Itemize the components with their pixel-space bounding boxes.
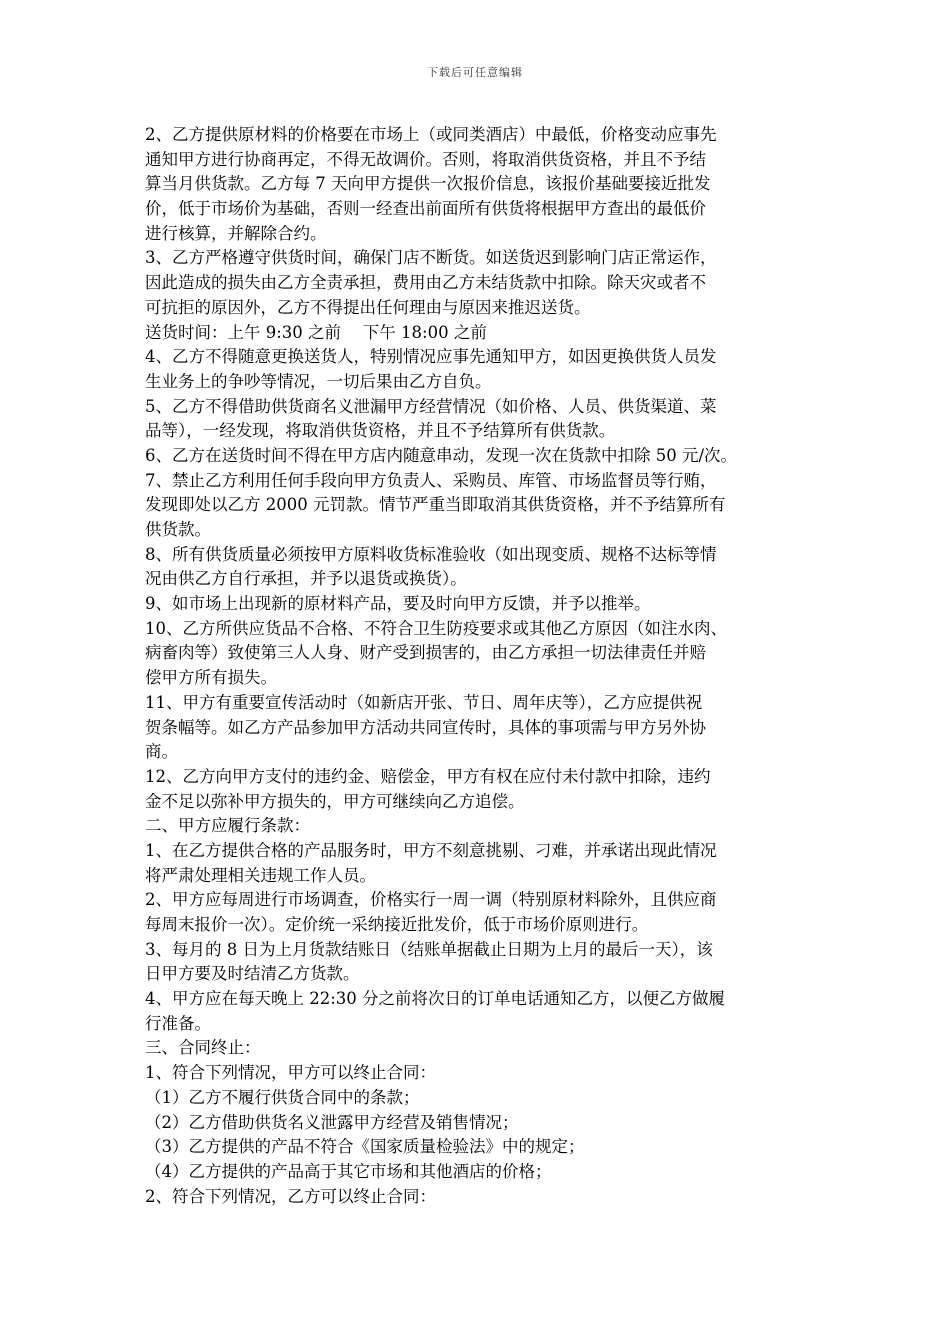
text-line: 4、乙方不得随意更换送货人，特别情况应事先通知甲方，如因更换供货人员发 bbox=[145, 347, 717, 367]
text-line: 生业务上的争吵等情况，一切后果由乙方自负。 bbox=[145, 371, 492, 391]
text-line: 品等），一经发现，将取消供货资格，并且不予结算所有供货款。 bbox=[145, 421, 616, 441]
text-line: 商。 bbox=[145, 742, 178, 762]
text-line: 6、乙方在送货时间不得在甲方店内随意串动，发现一次在货款中扣除 50 元/次。 bbox=[145, 445, 738, 465]
page-header-note: 下载后可任意编辑 bbox=[427, 66, 523, 79]
list-item: （4）乙方提供的产品高于其它市场和其他酒店的价格； bbox=[145, 1161, 552, 1181]
text-line: 4、甲方应在每天晚上 22:30 分之前将次日的订单电话通知乙方，以便乙方做履 bbox=[145, 989, 726, 1009]
text-line: 12、乙方向甲方支付的违约金、赔偿金，甲方有权在应付未付款中扣除，违约 bbox=[145, 766, 711, 786]
list-item: （1）乙方不履行供货合同中的条款； bbox=[145, 1087, 420, 1107]
text-line: 2、甲方应每周进行市场调查，价格实行一周一调（特别原材料除外，且供应商 bbox=[145, 890, 717, 910]
document-body bbox=[145, 123, 810, 1209]
text-line: 每周末报价一次）。定价统一采纳接近批发价，低于市场价原则进行。 bbox=[145, 915, 649, 934]
text-line: 可抗拒的原因外，乙方不得提出任何理由与原因来推迟送货。 bbox=[145, 297, 591, 317]
text-line: 10、乙方所供应货品不合格、不符合卫生防疫要求或其他乙方原因（如注水肉、 bbox=[145, 618, 727, 638]
text-line: 日甲方要及时结清乙方货款。 bbox=[145, 964, 360, 984]
text-line: 2、符合下列情况，乙方可以终止合同： bbox=[145, 1186, 436, 1206]
text-line: 3、每月的 8 日为上月货款结账日（结账单据截止日期为上月的最后一天），该 bbox=[145, 939, 713, 959]
text-line: 发现即处以乙方 2000 元罚款。情节严重当即取消其供货资格，并不予结算所有 bbox=[145, 495, 726, 515]
text-line: 贺条幅等。如乙方产品参加甲方活动共同宣传时，具体的事项需与甲方另外协 bbox=[145, 717, 706, 737]
text-line: 9、如市场上出现新的原材料产品，要及时向甲方反馈，并予以推举。 bbox=[145, 594, 651, 614]
text-line: 5、乙方不得借助供货商名义泄漏甲方经营情况（如价格、人员、供货渠道、菜 bbox=[145, 396, 717, 416]
text-line: 况由供乙方自行承担，并予以退货或换货）。 bbox=[145, 569, 467, 589]
section-heading: 二、甲方应履行条款： bbox=[145, 816, 310, 836]
text-line: 3、乙方严格遵守供货时间，确保门店不断货。如送货迟到影响门店正常运作， bbox=[145, 248, 717, 268]
text-line: 行准备。 bbox=[145, 1013, 211, 1033]
text-line: 将严肃处理相关违规工作人员。 bbox=[145, 865, 376, 885]
list-item: （2）乙方借助供货名义泄露甲方经营及销售情况； bbox=[145, 1112, 519, 1132]
text-line: 8、所有供货质量必须按甲方原料收货标准验收（如出现变质、规格不达标等情 bbox=[145, 544, 717, 564]
list-item: （3）乙方提供的产品不符合《国家质量检验法》中的规定； bbox=[145, 1137, 585, 1157]
text-line: 1、在乙方提供合格的产品服务时，甲方不刻意挑剔、刁难，并承诺出现此情况 bbox=[145, 840, 717, 860]
text-line: 偿甲方所有损失。 bbox=[145, 668, 277, 688]
text-line: 价，低于市场价为基础，否则一经查出前面所有供货将根据甲方查出的最低价 bbox=[145, 199, 706, 219]
text-line: 因此造成的损失由乙方全责承担，费用由乙方未结货款中扣除。除天灾或者不 bbox=[145, 273, 706, 293]
section-heading: 三、合同终止： bbox=[145, 1038, 261, 1058]
text-line: 金不足以弥补甲方损失的，甲方可继续向乙方追偿。 bbox=[145, 791, 525, 811]
text-line: 通知甲方进行协商再定，不得无故调价。否则，将取消供货资格，并且不予结 bbox=[145, 149, 706, 169]
text-line: 进行核算，并解除合约。 bbox=[145, 223, 327, 243]
text-line: 算当月供货款。乙方每 7 天向甲方提供一次报价信息，该报价基础要接近批发 bbox=[145, 174, 711, 194]
text-line: 11、甲方有重要宣传活动时（如新店开张、节日、周年庆等），乙方应提供祝 bbox=[145, 692, 703, 712]
text-line: 7、禁止乙方利用任何手段向甲方负责人、采购员、库管、市场监督员等行贿， bbox=[145, 470, 717, 490]
delivery-time-line: 送货时间：上午 9:30 之前 下午 18:00 之前 bbox=[145, 322, 487, 342]
text-line: 1、符合下列情况，甲方可以终止合同： bbox=[145, 1063, 436, 1083]
text-line: 供货款。 bbox=[145, 520, 211, 539]
text-line: 病畜肉等）致使第三人人身、财产受到损害的，由乙方承担一切法律责任并赔 bbox=[145, 643, 706, 663]
text-line: 2、乙方提供原材料的价格要在市场上（或同类酒店）中最低，价格变动应事先 bbox=[145, 125, 717, 144]
